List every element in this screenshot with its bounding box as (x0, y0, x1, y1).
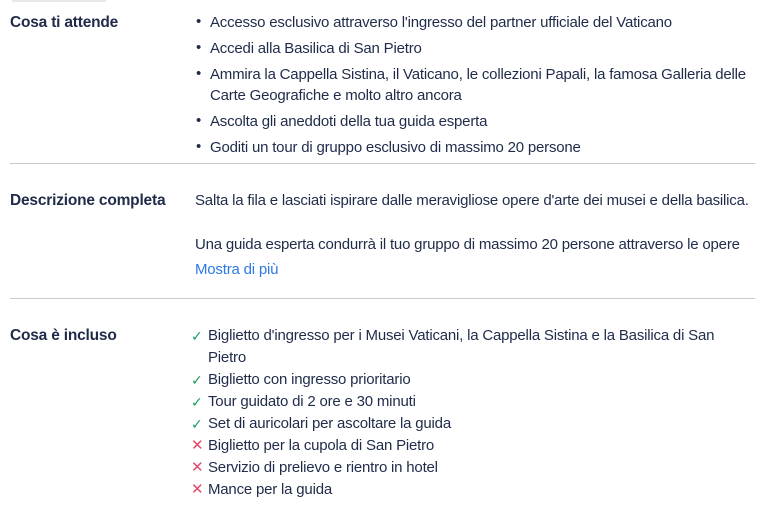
check-icon: ✓ (191, 328, 203, 344)
bullet-icon: • (196, 65, 202, 82)
bullet-icon: • (196, 39, 202, 56)
cropped-edge-artifact (12, 0, 106, 2)
highlight-item (190, 137, 755, 158)
bullet-icon: • (196, 13, 202, 30)
what-to-expect-section (10, 0, 755, 158)
excluded-item-text: Biglietto per la cupola di San Pietro (208, 437, 435, 454)
what-to-expect-heading: Cosa ti attende (10, 14, 119, 31)
check-icon: ✓ (191, 372, 203, 388)
excluded-item-text: Servizio di prelievo e rientro in hotel (208, 459, 438, 476)
section-heading-column (10, 325, 190, 347)
check-icon: ✓ (191, 416, 203, 432)
full-description-section (10, 164, 755, 298)
cross-icon: ✕ (191, 459, 204, 476)
highlight-item-text: Ascolta gli aneddoti della tua guida esperta (210, 113, 488, 130)
highlight-item-text: Goditi un tour di gruppo esclusivo di massimo 20 persone (210, 139, 581, 156)
included-item-text: Biglietto d'ingresso per i Musei Vaticani, la Cappella Sistina e la Basilica di San Pietro (208, 327, 715, 366)
highlight-item-text: Accedi alla Basilica di San Pietro (210, 40, 422, 57)
bullet-icon: • (196, 112, 202, 129)
included-item-text: Biglietto con ingresso prioritario (208, 371, 411, 388)
check-icon: ✓ (191, 394, 203, 410)
description-paragraph: Salta la fila e lasciati ispirare dalle meravigliose opere d'arte dei musei e della basilica. (195, 192, 749, 209)
excluded-item (190, 435, 755, 457)
description-paragraph: Una guida esperta condurrà il tuo gruppo di massimo 20 persone attraverso le opere (195, 236, 740, 253)
whats-included-section (10, 299, 755, 501)
show-more-link[interactable]: Mostra di più (195, 261, 279, 278)
section-heading-column (10, 188, 190, 213)
section-content-column (190, 188, 755, 282)
highlight-item-text: Accesso esclusivo attraverso l'ingresso del partner ufficiale del Vaticano (210, 14, 672, 31)
included-item-text: Tour guidato di 2 ore e 30 minuti (208, 393, 416, 410)
cross-icon: ✕ (191, 437, 204, 454)
highlight-item (190, 38, 755, 59)
highlight-item (190, 111, 755, 132)
highlight-item-text: Ammira la Cappella Sistina, il Vaticano, le collezioni Papali, la famosa Galleria delle Carte Geografiche e molto altro ancora (210, 66, 746, 104)
excluded-item (190, 457, 755, 479)
full-description-heading: Descrizione completa (10, 192, 166, 209)
inclusions-list (190, 325, 755, 501)
whats-included-heading: Cosa è incluso (10, 327, 117, 344)
included-item (190, 413, 755, 435)
included-item (190, 325, 755, 369)
section-heading-column (10, 12, 190, 33)
section-content-column (190, 12, 755, 158)
included-item-text: Set di auricolari per ascoltare la guida (208, 415, 451, 432)
excluded-item-text: Mance per la guida (208, 481, 332, 498)
section-content-column (190, 325, 755, 501)
bullet-icon: • (196, 138, 202, 155)
highlight-item (190, 64, 755, 106)
excluded-item (190, 479, 755, 501)
cross-icon: ✕ (191, 481, 204, 498)
highlight-item (190, 12, 755, 33)
included-item (190, 369, 755, 391)
included-item (190, 391, 755, 413)
highlights-list (190, 12, 755, 158)
